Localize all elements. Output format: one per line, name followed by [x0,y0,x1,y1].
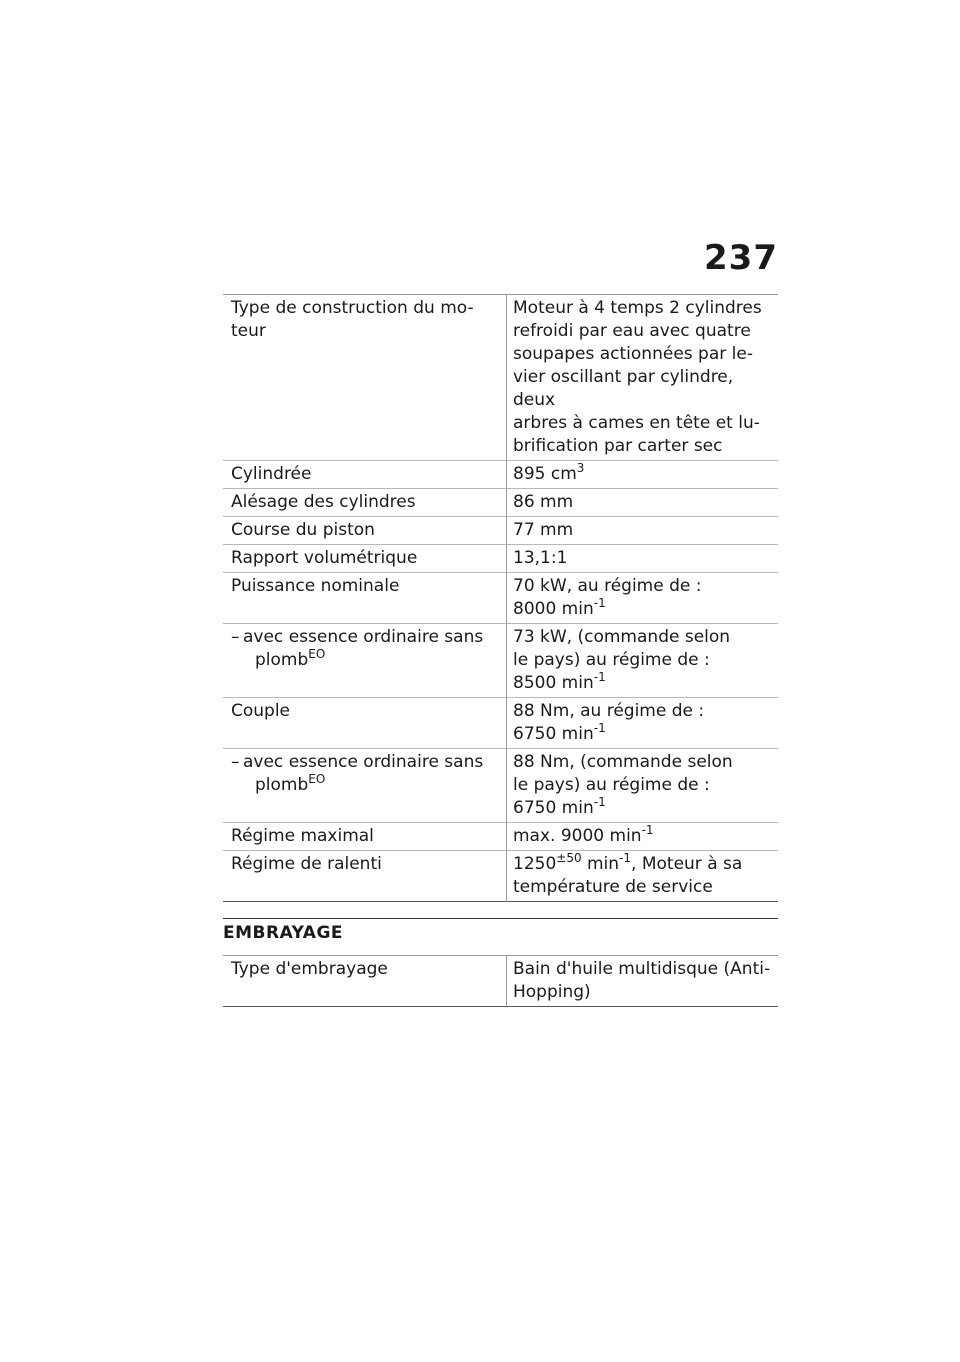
value-line: 88 Nm, au régime de : [513,701,705,721]
page-number: 237 [704,238,778,278]
spec-value [507,749,779,823]
spec-value: 77 mm [507,517,779,545]
table-row [223,624,778,698]
label-continuation [243,774,502,797]
spec-label [223,295,507,461]
spec-label [223,749,507,823]
table-row [223,489,778,517]
value-text: 8000 min [513,599,594,619]
spec-value [507,851,779,902]
spec-label: Régime de ralenti [231,854,382,874]
spec-label: Régime maximal [231,826,374,846]
table-row [223,823,778,851]
value-line [513,598,774,621]
superscript: 3 [576,461,585,475]
value-line: le pays) au régime de : [513,650,710,670]
value-line: vier oscillant par cylindre, deux [513,367,734,410]
label-line: Type de construction du mo- [231,298,474,318]
superscript: ±50 [556,851,582,865]
value-line [513,723,774,746]
spec-label: Course du piston [231,520,375,540]
value-line: 88 Nm, (commande selon [513,752,733,772]
value-line: 70 kW, au régime de : [513,576,702,596]
value-line [513,797,774,820]
table-row [223,956,778,1007]
value-line [513,853,774,876]
table-row [223,749,778,823]
spec-value [507,295,779,461]
spec-label: Couple [231,701,291,721]
value-line: 73 kW, (commande selon [513,627,731,647]
superscript: EO [308,647,326,661]
dash-marker: – [231,752,240,772]
value-line: soupapes actionnées par le- [513,344,753,364]
sub-label [231,626,502,672]
value-line: refroidi par eau avec quatre [513,321,751,341]
section-divider [223,918,778,919]
value-line: brification par carter sec [513,436,723,456]
value-line [513,672,774,695]
label-text: avec essence ordinaire sans [243,627,484,647]
value-text: 895 cm [513,464,577,484]
spec-value [507,461,779,489]
value-line: arbres à cames en tête et lu- [513,413,760,433]
superscript: -1 [593,596,606,610]
spec-value [507,573,779,624]
spec-label: Rapport volumétrique [231,548,418,568]
spec-value: 86 mm [507,489,779,517]
table-row [223,545,778,573]
spec-value: 13,1:1 [507,545,779,573]
spec-value [507,823,779,851]
table-row [223,698,778,749]
label-text: avec essence ordinaire sans [243,752,484,772]
value-line: Moteur à 4 temps 2 cylindres [513,298,762,318]
table-row [223,851,778,902]
value-text: min [581,854,620,874]
sub-label [231,751,502,797]
value-line: Hopping) [513,982,591,1002]
superscript: -1 [641,823,654,837]
spec-content [223,294,778,1007]
spec-value [507,698,779,749]
table-row [223,517,778,545]
value-text: 8500 min [513,673,594,693]
value-text: max. 9000 min [513,826,642,846]
label-text: plomb [255,650,309,670]
table-row [223,295,778,461]
value-text: 6750 min [513,724,594,744]
spec-label: Type d'embrayage [231,959,388,979]
label-line: teur [231,321,266,341]
superscript: -1 [593,795,606,809]
value-line: Bain d'huile multidisque (Anti- [513,959,771,979]
value-line: température de service [513,877,713,897]
superscript: -1 [593,721,606,735]
spec-value [507,624,779,698]
superscript: -1 [593,670,606,684]
spec-label [223,624,507,698]
superscript: -1 [619,851,632,865]
engine-spec-table [223,294,778,902]
value-text: , Moteur à sa [631,854,743,874]
spec-label: Alésage des cylindres [231,492,416,512]
spec-label: Puissance nominale [231,576,400,596]
superscript: EO [308,772,326,786]
spec-label: Cylindrée [231,464,312,484]
value-text: 1250 [513,854,557,874]
clutch-spec-table [223,955,778,1007]
spec-value [507,956,779,1007]
table-row [223,573,778,624]
label-text: plomb [255,775,309,795]
table-row [223,461,778,489]
dash-marker: – [231,627,240,647]
label-continuation [243,649,502,672]
section-heading: EMBRAYAGE [223,923,344,943]
value-text: 6750 min [513,798,594,818]
value-line: le pays) au régime de : [513,775,710,795]
